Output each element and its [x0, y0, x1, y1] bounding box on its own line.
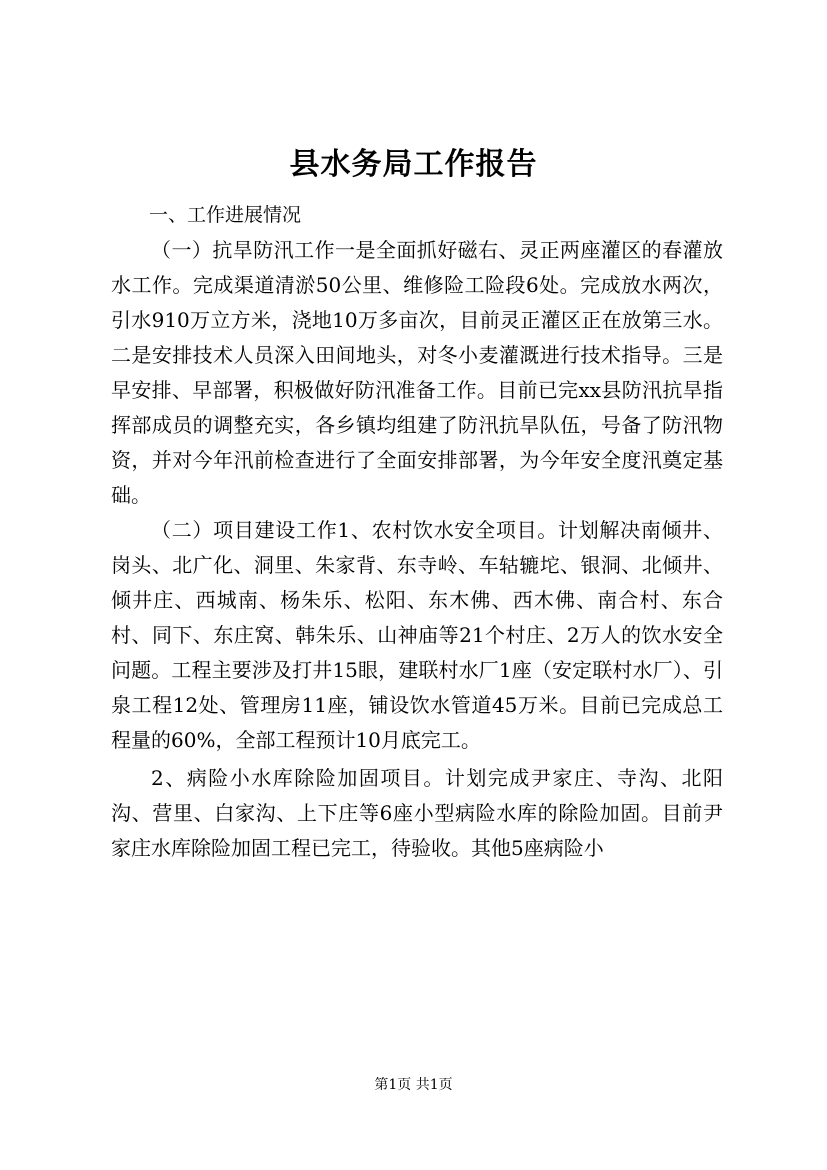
paragraph-project-construction: （二）项目建设工作1、农村饮水安全项目。计划解决南倾井、岗头、北广化、洞里、朱家背、东寺岭、车轱辘坨、银洞、北倾井、倾井庄、西城南、杨朱乐、松阳、东木佛、西木佛、南合村、东合村、同下、东庄窝、韩朱乐、山神庙等21个村庄、2万人的饮水安全问题。工程主要涉及打井15眼，建联村水厂1座（安定联村水厂）、引泉工程12处、管理房11座，铺设饮水管道45万米。目前已完成总工程量的60%，全部工程预计10月底完工。 — [111, 518, 723, 752]
section-heading: 一、工作进展情况 — [149, 204, 302, 226]
page-footer: 第1页 共1页 — [374, 1077, 453, 1093]
paragraph-flood-drought: （一）抗旱防汛工作一是全面抓好磁右、灵正两座灌区的春灌放水工作。完成渠道清淤50公里、维修险工险段6处。完成放水两次，引水910万立方米，浇地10万多亩次，目前灵正灌区正在放第三水。二是安排技术人员深入田间地头，对冬小麦灌溉进行技术指导。三是早安排、早部署，积极做好防汛准备工作。目前已完xx县防汛抗旱指挥部成员的调整充实，各乡镇均组建了防汛抗旱队伍，号备了防汛物资，并对今年汛前检查进行了全面安排部署，为今年安全度汛奠定基础。 — [111, 238, 723, 507]
paragraph-reservoir-reinforcement: 2、病险小水库除险加固项目。计划完成尹家庄、寺沟、北阳沟、营里、白家沟、上下庄等6座小型病险水库的除险加固。目前尹家庄水库除险加固工程已完工，待验收。其他5座病险小 — [111, 766, 723, 860]
document-body — [111, 198, 723, 866]
document-title: 县水务局工作报告 — [289, 147, 538, 182]
